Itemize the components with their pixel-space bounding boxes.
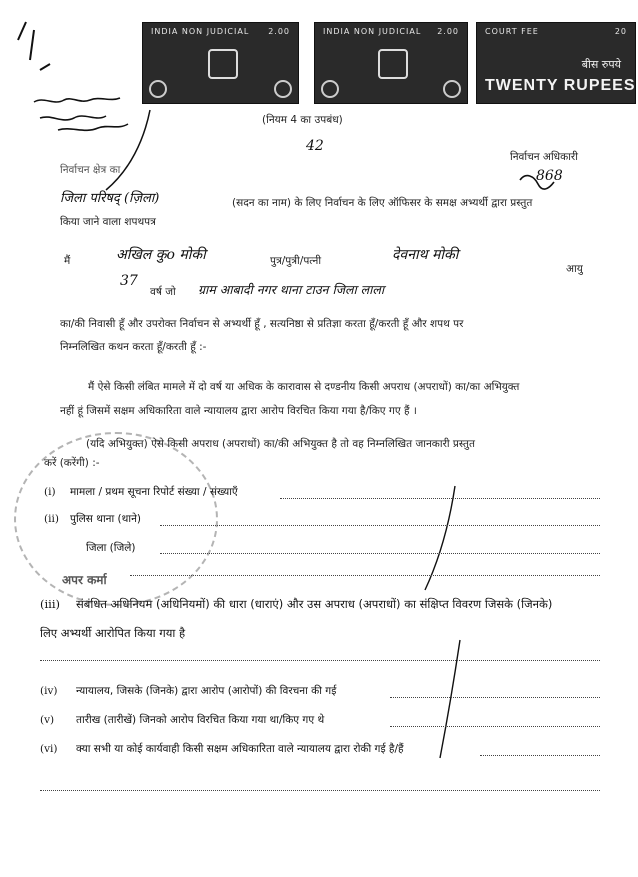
- item-iv: [40, 684, 336, 698]
- item-label: जिला (जिले): [86, 542, 136, 554]
- stamp-2-top-text: INDIA NON JUDICIAL: [323, 27, 422, 36]
- fill-line: [280, 498, 600, 499]
- strike-line: [440, 640, 460, 758]
- item-v: [40, 713, 324, 727]
- round-seal-text: अपर कर्मा: [62, 573, 107, 587]
- stamp-3-hindi: बीस रुपये: [581, 58, 621, 71]
- fill-line: [160, 525, 600, 526]
- fill-line: [40, 790, 600, 791]
- item-number: (v): [40, 714, 55, 726]
- handwritten-age: 37: [120, 273, 138, 289]
- para2-line-1: (यदि अभियुक्त) ऐसे किसी अपराध (अपराधों) का/की अभियुक्त है तो वह निम्नलिखित जानकारी प्रस्तुत: [86, 438, 475, 450]
- handwritten-number: 42: [306, 138, 324, 154]
- age-label: आयु: [566, 263, 583, 275]
- signature-stroke: [58, 124, 128, 130]
- item-label: पुलिस थाना (थाने): [70, 513, 142, 525]
- handwritten-father-name: देवनाथ मोकी: [392, 247, 459, 263]
- stamp-3-top-text: COURT FEE: [485, 27, 539, 36]
- signature-stroke: [34, 98, 120, 102]
- candidate-prefix: मैं: [64, 255, 71, 267]
- fill-line: [160, 553, 600, 554]
- handwritten-body-name: जिला परिषद् (ज़िला): [60, 191, 160, 206]
- item-ii: [44, 512, 141, 526]
- para1-line-2: नहीं हूं जिसमें सक्षम अधिकारिता वाले न्यायालय द्वारा आरोप विरचित किया गया है/किए गए हैं ।: [60, 405, 417, 417]
- returning-officer-label: निर्वाचन अधिकारी: [510, 151, 578, 163]
- item-number: (vi): [40, 743, 58, 755]
- item-vi: [40, 742, 404, 756]
- fill-line: [40, 660, 600, 661]
- handwritten-candidate-name: अखिल कुo मोकी: [116, 247, 206, 263]
- form-rule-line: (नियम 4 का उपबंध): [262, 114, 343, 126]
- stamp-1-top-text: INDIA NON JUDICIAL: [151, 27, 250, 36]
- item-label: संबंधित अधिनियम (अधिनियमों) की धारा (धाराएं) और उस अपराध (अपराधों) का संक्षिप्त विवरण जिसके (जिनके): [76, 597, 553, 611]
- item-label: मामला / प्रथम सूचना रिपोर्ट संख्या / संख्याएँ: [70, 486, 238, 498]
- item-number: (ii): [44, 513, 59, 525]
- item-label: क्या सभी या कोई कार्यवाही किसी सक्षम अधिकारिता वाले न्यायालय द्वारा रोकी गई है/हैं: [76, 743, 404, 755]
- item-number: (iv): [40, 685, 58, 697]
- fill-line: [390, 726, 600, 727]
- intro-line-2: किया जाने वाला शपथपत्र: [60, 216, 156, 228]
- stamp-2-value: 2.00: [437, 27, 459, 36]
- para1-line-1: मैं ऐसे किसी लंबित मामले में दो वर्ष या अधिक के कारावास से दण्डनीय किसी अपराध (अपराधों) का/का अभियुक्त: [88, 381, 520, 393]
- item-i: [44, 485, 238, 499]
- item-number: (iii): [40, 597, 61, 611]
- signature-stroke: [40, 116, 106, 120]
- age-suffix: वर्ष जो: [150, 286, 176, 298]
- seal-text: निर्वाचन क्षेत्र का: [60, 164, 121, 176]
- fill-line: [480, 755, 600, 756]
- intro-line-5: निम्नलिखित कथन करता हूँ/करती हूँ :-: [60, 341, 207, 353]
- signature-stroke: [106, 110, 150, 190]
- stamp-3-denomination: TWENTY RUPEES: [485, 77, 636, 94]
- intro-line-1: (सदन का नाम) के लिए निर्वाचन के लिए ऑफिसर के समक्ष अभ्यर्थी द्वारा प्रस्तुत: [232, 197, 533, 209]
- stamp-1-value: 2.00: [268, 27, 290, 36]
- item-iii-continued: लिए अभ्यर्थी आरोपित किया गया है: [40, 626, 186, 640]
- intro-line-4: का/की निवासी हूँ और उपरोक्त निर्वाचन से अभ्यर्थी हूँ , सत्यनिष्ठा से प्रतिज्ञा करता हूँ/करती हूँ और शपथ पर: [60, 318, 464, 330]
- fill-line: [130, 575, 600, 576]
- fill-line: [390, 697, 600, 698]
- para2-line-2: करें (करेंगी) :-: [44, 457, 100, 469]
- scribble-mark: [18, 22, 50, 70]
- item-iii: [40, 597, 552, 612]
- item-label: न्यायालय, जिसके (जिनके) द्वारा आरोप (आरोपों) की विरचना की गई: [76, 685, 337, 697]
- handwritten-receipt: 868: [536, 168, 563, 184]
- relation-label: पुत्र/पुत्री/पत्नी: [270, 255, 322, 267]
- stamp-3-value: 20: [614, 27, 627, 36]
- handwritten-address: ग्राम आबादी नगर थाना टाउन जिला लाला: [198, 282, 385, 297]
- item-number: (i): [44, 486, 56, 498]
- item-label: तारीख (तारीखें) जिनको आरोप विरचित किया गया था/किए गए थे: [76, 714, 325, 726]
- item-district: [44, 541, 136, 555]
